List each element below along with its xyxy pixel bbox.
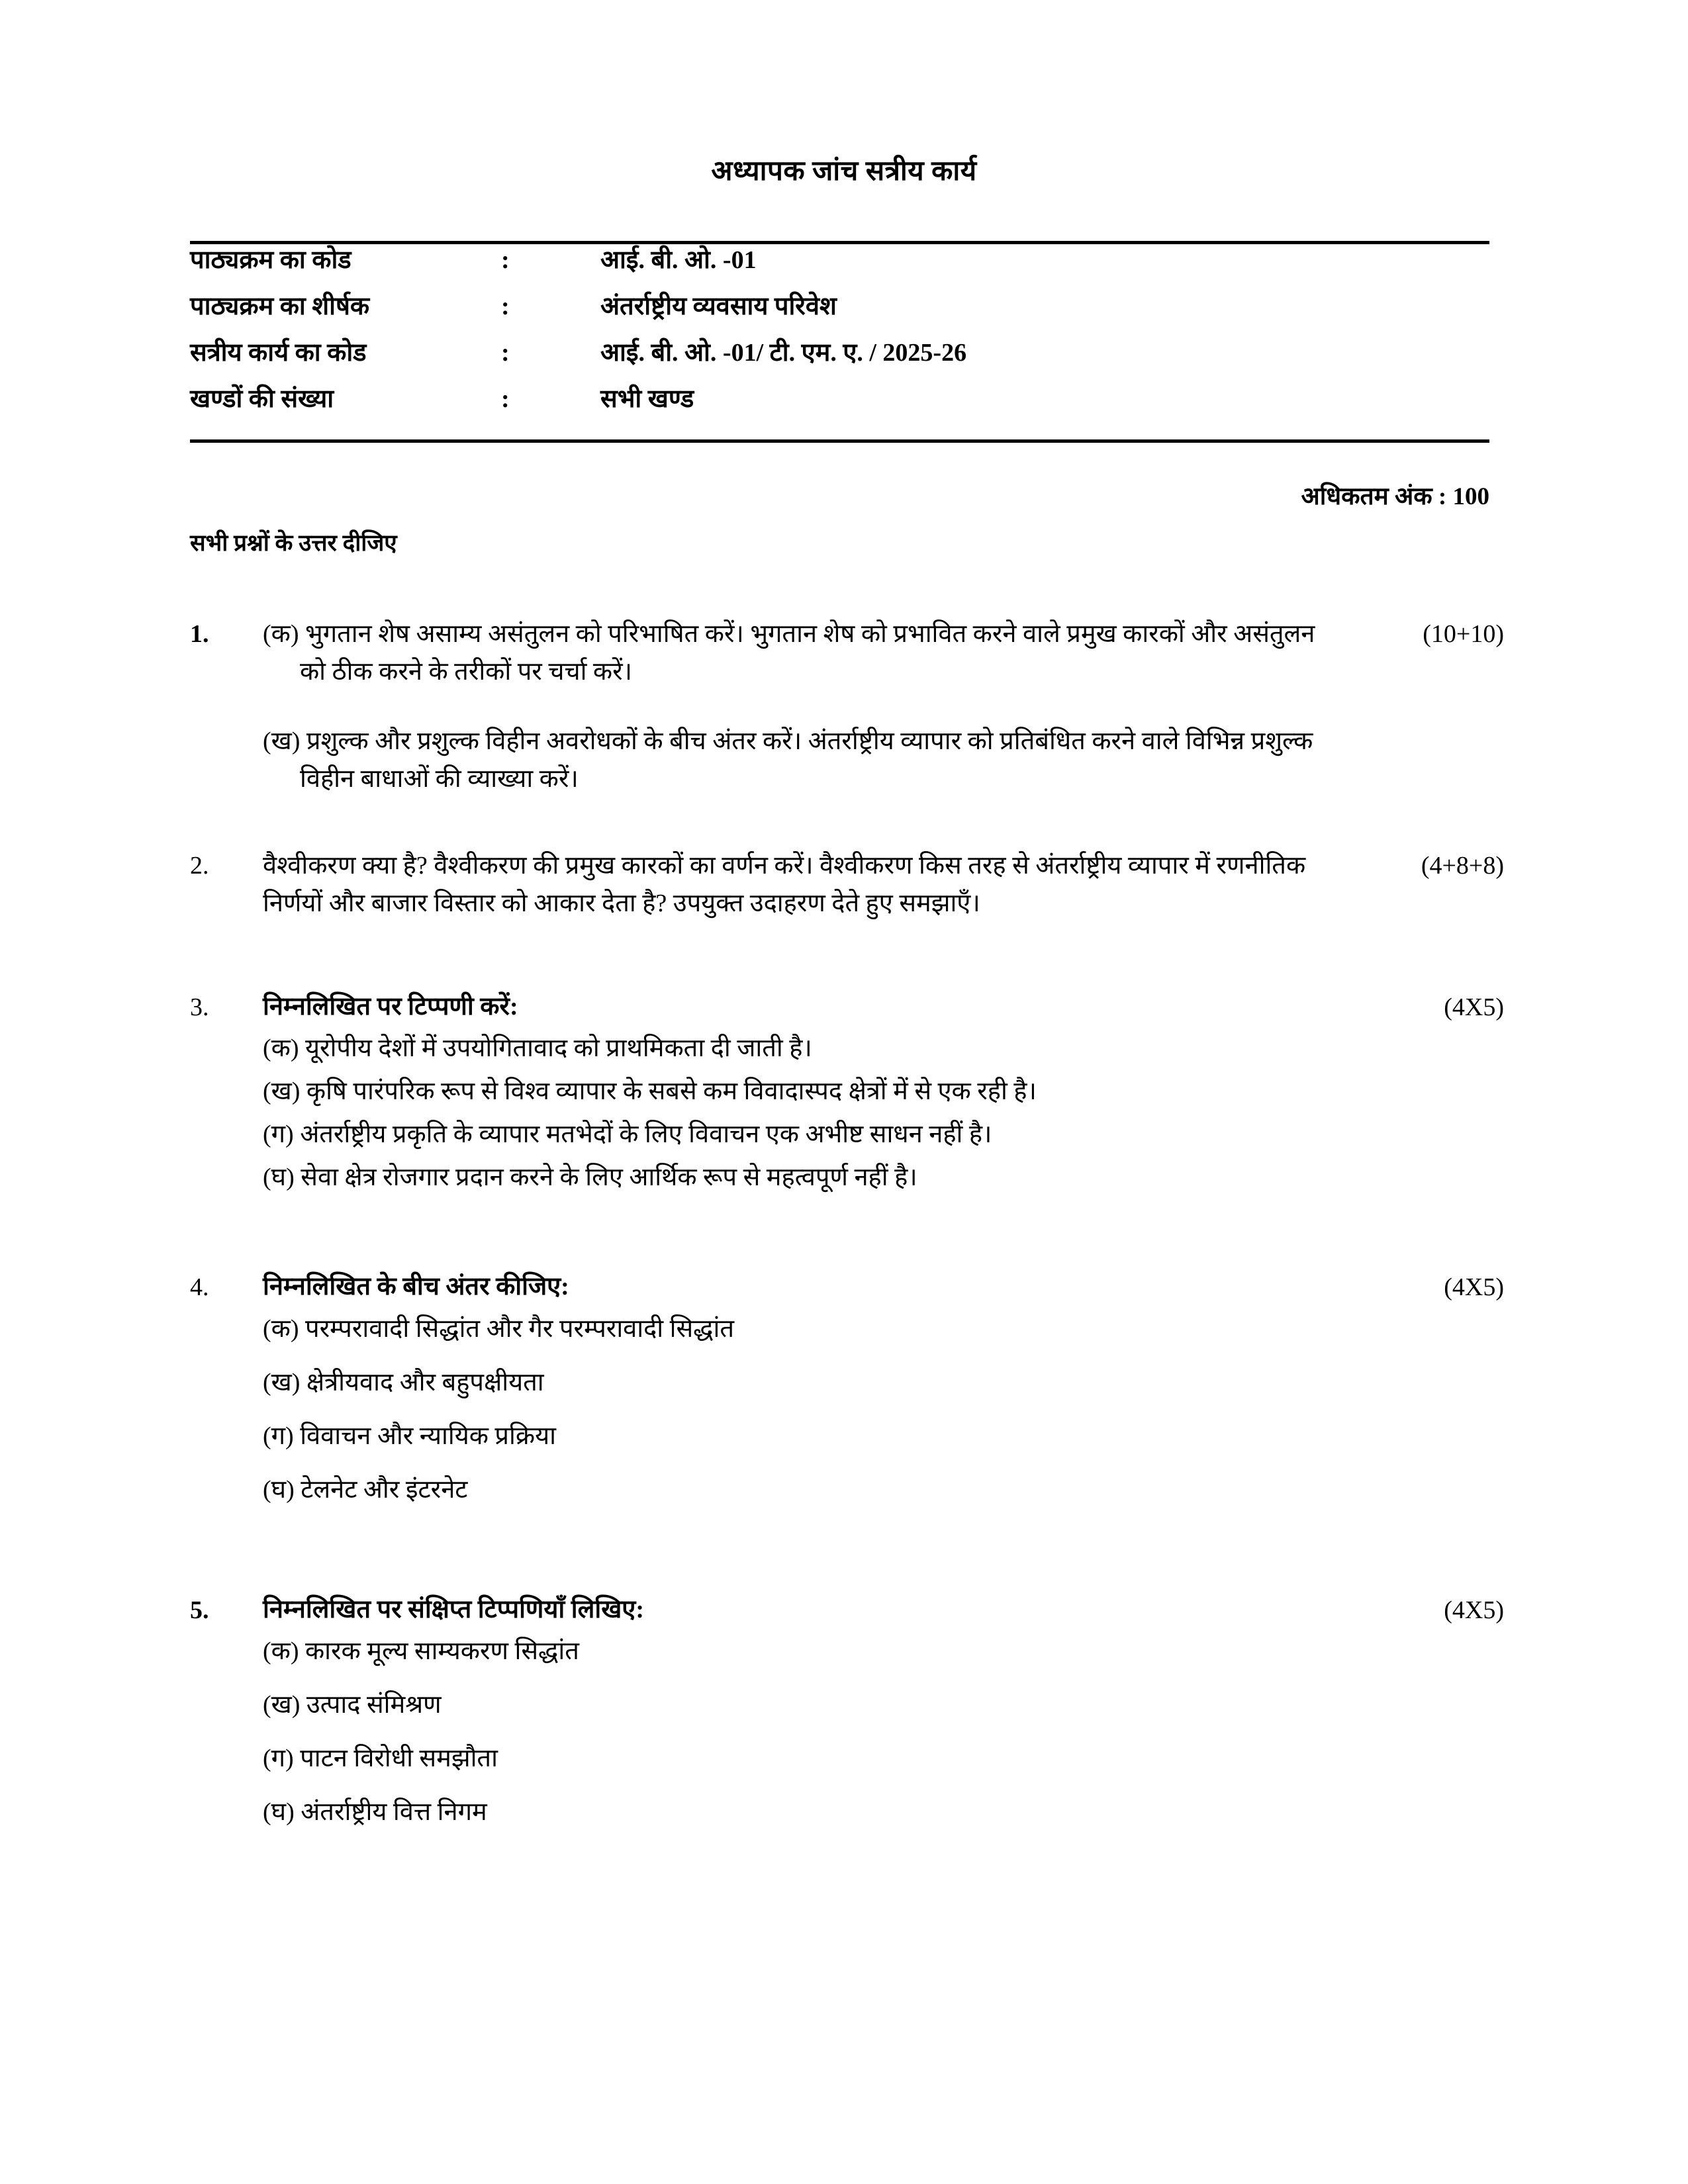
- spacer: [190, 798, 1504, 847]
- meta-label-course-title: पाठ्यक्रम का शीर्षक: [190, 293, 370, 320]
- question-2-marks: (4+8+8): [1421, 852, 1504, 880]
- question-4: [190, 1269, 1504, 1525]
- question-5: [190, 1592, 1504, 1848]
- table-row: [190, 248, 1489, 294]
- list-item: (ग) पाटन विरोधी समझौता: [263, 1745, 498, 1773]
- question-2-text: वैश्वीकरण क्या है? वैश्वीकरण की प्रमुख कारकों का वर्णन करें। वैश्वीकरण किस तरह से अंतर्राष्ट्रीय व्यापार में रणनीतिक निर्णयों और बाजार विस्तार को आकार देता है? उपयुक्त उदाहरण देते हुए समझाएँ।: [263, 852, 1306, 917]
- meta-value-blocks-count: सभी खण्ड: [600, 385, 694, 413]
- question-1-part-a: (क) भुगतान शेष असाम्य असंतुलन को परिभाषित करें। भुगतान शेष को प्रभावित करने वाले प्रमुख कारकों और असंतुलन को ठीक करने के तरीकों पर चर्चा करें।: [263, 620, 1315, 686]
- meta-value-assignment-code: आई. बी. ओ. -01/ टी. एम. ए. / 2025-26: [600, 339, 967, 367]
- list-item: (ख) उत्पाद संमिश्रण: [263, 1691, 442, 1719]
- list-item: (घ) अंतर्राष्ट्रीय वित्त निगम: [263, 1798, 487, 1827]
- list-item: (ग) विवाचन और न्यायिक प्रक्रिया: [263, 1422, 556, 1450]
- question-3-marks: (4X5): [1444, 993, 1504, 1021]
- question-4-heading: निम्नलिखित के बीच अंतर कीजिए:: [263, 1273, 569, 1301]
- table-row: [190, 387, 1489, 433]
- question-5-number: 5.: [190, 1596, 209, 1624]
- spacer: [190, 1203, 1504, 1269]
- question-4-marks: (4X5): [1444, 1273, 1504, 1302]
- question-2-number: 2.: [190, 852, 209, 880]
- list-item: (क) परम्परावादी सिद्धांत और गैर परम्परावादी सिद्धांत: [263, 1314, 735, 1343]
- header-rule-bottom: [190, 439, 1489, 443]
- meta-label-course-code: पाठ्यक्रम का कोड: [190, 246, 352, 274]
- meta-colon: :: [501, 385, 510, 413]
- page-title: अध्यापक जांच सत्रीय कार्य: [711, 156, 977, 187]
- question-1-marks: (10+10): [1423, 620, 1504, 648]
- question-1-number: 1.: [190, 620, 209, 648]
- question-3-number: 3.: [190, 993, 209, 1021]
- meta-value-course-code: आई. बी. ओ. -01: [600, 246, 757, 274]
- table-row: [190, 294, 1489, 340]
- spacer: [190, 1525, 1504, 1592]
- meta-label-assignment-code: सत्रीय कार्य का कोड: [190, 339, 367, 367]
- list-item: (क) कारक मूल्य साम्यकरण सिद्धांत: [263, 1637, 579, 1666]
- meta-colon: :: [501, 339, 510, 367]
- list-item: (घ) सेवा क्षेत्र रोजगार प्रदान करने के लिए आर्थिक रूप से महत्वपूर्ण नहीं है।: [263, 1163, 917, 1192]
- question-4-number: 4.: [190, 1273, 209, 1302]
- meta-colon: :: [501, 246, 510, 274]
- question-3-heading: निम्नलिखित पर टिप्पणी करें:: [263, 993, 518, 1021]
- question-3-items: [263, 1030, 1335, 1196]
- header-rule-top: [190, 241, 1489, 244]
- question-5-items: [263, 1633, 1335, 1831]
- list-item: (ग) अंतर्राष्ट्रीय प्रकृति के व्यापार मतभेदों के लिए विवाचन एक अभीष्ट साधन नहीं है।: [263, 1120, 992, 1149]
- question-2: [190, 847, 1504, 923]
- meta-colon: :: [501, 293, 510, 320]
- course-meta-table: [190, 248, 1489, 433]
- max-marks: अधिकतम अंक : 100: [1301, 483, 1489, 510]
- table-row: [190, 340, 1489, 387]
- question-3: [190, 989, 1504, 1203]
- questions-list: [190, 615, 1504, 1848]
- list-item: (घ) टेलनेट और इंटरनेट: [263, 1475, 468, 1504]
- question-5-heading: निम्नलिखित पर संक्षिप्त टिप्पणियाँ लिखिए:: [263, 1595, 644, 1623]
- instruction-answer-all: सभी प्रश्नों के उत्तर दीजिए: [190, 530, 397, 556]
- question-1: [190, 615, 1504, 798]
- question-4-items: [263, 1311, 1335, 1508]
- list-item: (ख) क्षेत्रीयवाद और बहुपक्षीयता: [263, 1368, 544, 1396]
- spacer: [190, 923, 1504, 989]
- question-5-marks: (4X5): [1444, 1596, 1504, 1624]
- meta-value-course-title: अंतर्राष्ट्रीय व्यवसाय परिवेश: [600, 293, 837, 320]
- question-1-part-b: (ख) प्रशुल्क और प्रशुल्क विहीन अवरोधकों के बीच अंतर करें। अंतर्राष्ट्रीय व्यापार को प्रतिबंधित करने वाले विभिन्न प्रशुल्क विहीन बाधाओं की व्याख्या करें।: [263, 727, 1313, 793]
- list-item: (क) यूरोपीय देशों में उपयोगितावाद को प्राथमिकता दी जाती है।: [263, 1034, 812, 1063]
- meta-label-blocks-count: खण्डों की संख्या: [190, 385, 334, 413]
- list-item: (ख) कृषि पारंपरिक रूप से विश्व व्यापार के सबसे कम विवादास्पद क्षेत्रों में से एक रही है।: [263, 1077, 1037, 1106]
